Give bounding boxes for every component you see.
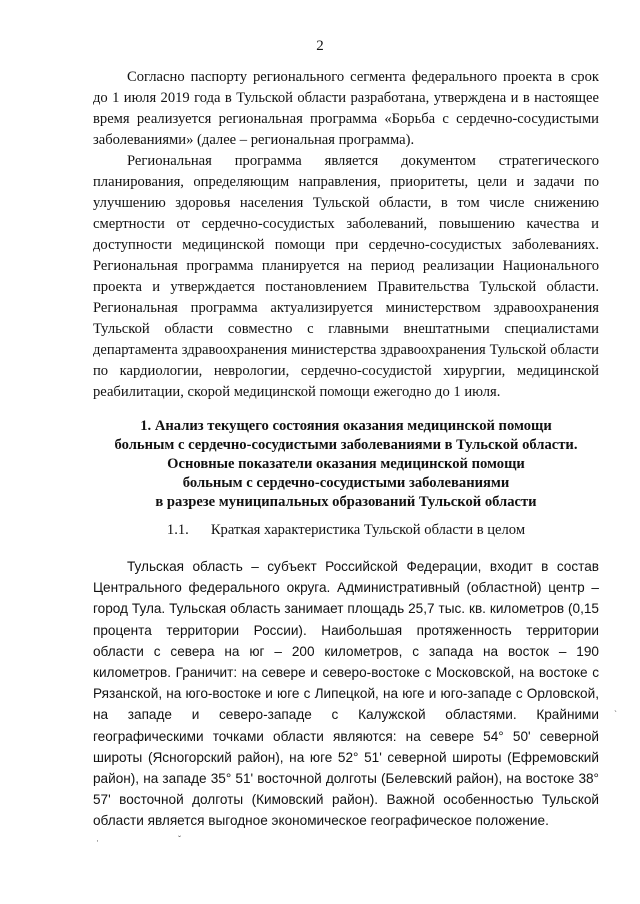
paragraph-intro: Согласно паспорту регионального сегмента федерального проекта в срок до 1 июля 2019 года в Тульской области разработана, утверждена и в настоящее время реализуется региональная программа «Борьба с сердечно-сосудистыми заболеваниями» (далее – региональная программа). [93, 69, 599, 148]
subsection-number: 1.1. [166, 522, 189, 538]
section-heading-line: больным с сердечно-сосудистыми заболеваниями в Тульской области. [114, 437, 578, 453]
subsection-heading [93, 520, 599, 540]
paragraph-region: Тульская область – субъект Российской Федерации, входит в состав Центрального федерального округа. Административный (областной) центр – город Тула. Тульская область занимает площадь 25,7 тыс. кв. километров (0,15 процента территории России). Наибольшая протяженность территории области с севера на юг – 200 километров, с запада на восток – 190 километров. Граничит: на севере и северо-востоке с Московской, на востоке с Рязанской, на юго-востоке и юге с Липецкой, на юге и юго-западе с Орловской, на западе и северо-западе с Калужской областями. Крайними географическими точками области являются: на севере 54° 50' северной широты (Ясногорский район), на юге 52° 51' северной широты (Ефремовский район), на западе 35° 51' восточной долготы (Белевский район), на востоке 38° 57' восточной долготы (Кимовский район). Важной особенностью Тульской области является выгодное экономическое географическое положение. [93, 559, 599, 829]
section-heading-line: 1. Анализ текущего состояния оказания медицинской помощи [140, 418, 552, 434]
scan-speck: ˇ [178, 834, 181, 844]
section-heading [93, 417, 599, 512]
scan-speck: ˏ [614, 702, 617, 712]
subsection-title: Краткая характеристика Тульской области в целом [210, 522, 526, 538]
page-number: 2 [316, 38, 324, 54]
paragraph-program: Региональная программа является документом стратегического планирования, определяющим направления, приоритеты, цели и задачи по улучшению здоровья населения Тульской области, в том числе снижению смертности от сердечно-сосудистых заболеваний, повышению качества и доступности медицинской помощи при сердечно-сосудистых заболеваниях. Региональная программа планируется на период реализации Национального проекта и утверждается постановлением Правительства Тульской области. Региональная программа актуализируется министерством здравоохранения Тульской области совместно с главными внештатными специалистами департамента здравоохранения министерства здравоохранения Тульской области по кардиологии, неврологии, сердечно-сосудистой хирургии, медицинской реабилитации, скорой медицинской помощи ежегодно до 1 июля. [93, 153, 599, 400]
scan-speck: · [96, 836, 99, 846]
section-heading-line: в разрезе муниципальных образований Тульской области [155, 494, 537, 510]
section-heading-line: Основные показатели оказания медицинской помощи [167, 456, 525, 472]
section-heading-line: больным с сердечно-сосудистыми заболеваниями [182, 475, 510, 491]
